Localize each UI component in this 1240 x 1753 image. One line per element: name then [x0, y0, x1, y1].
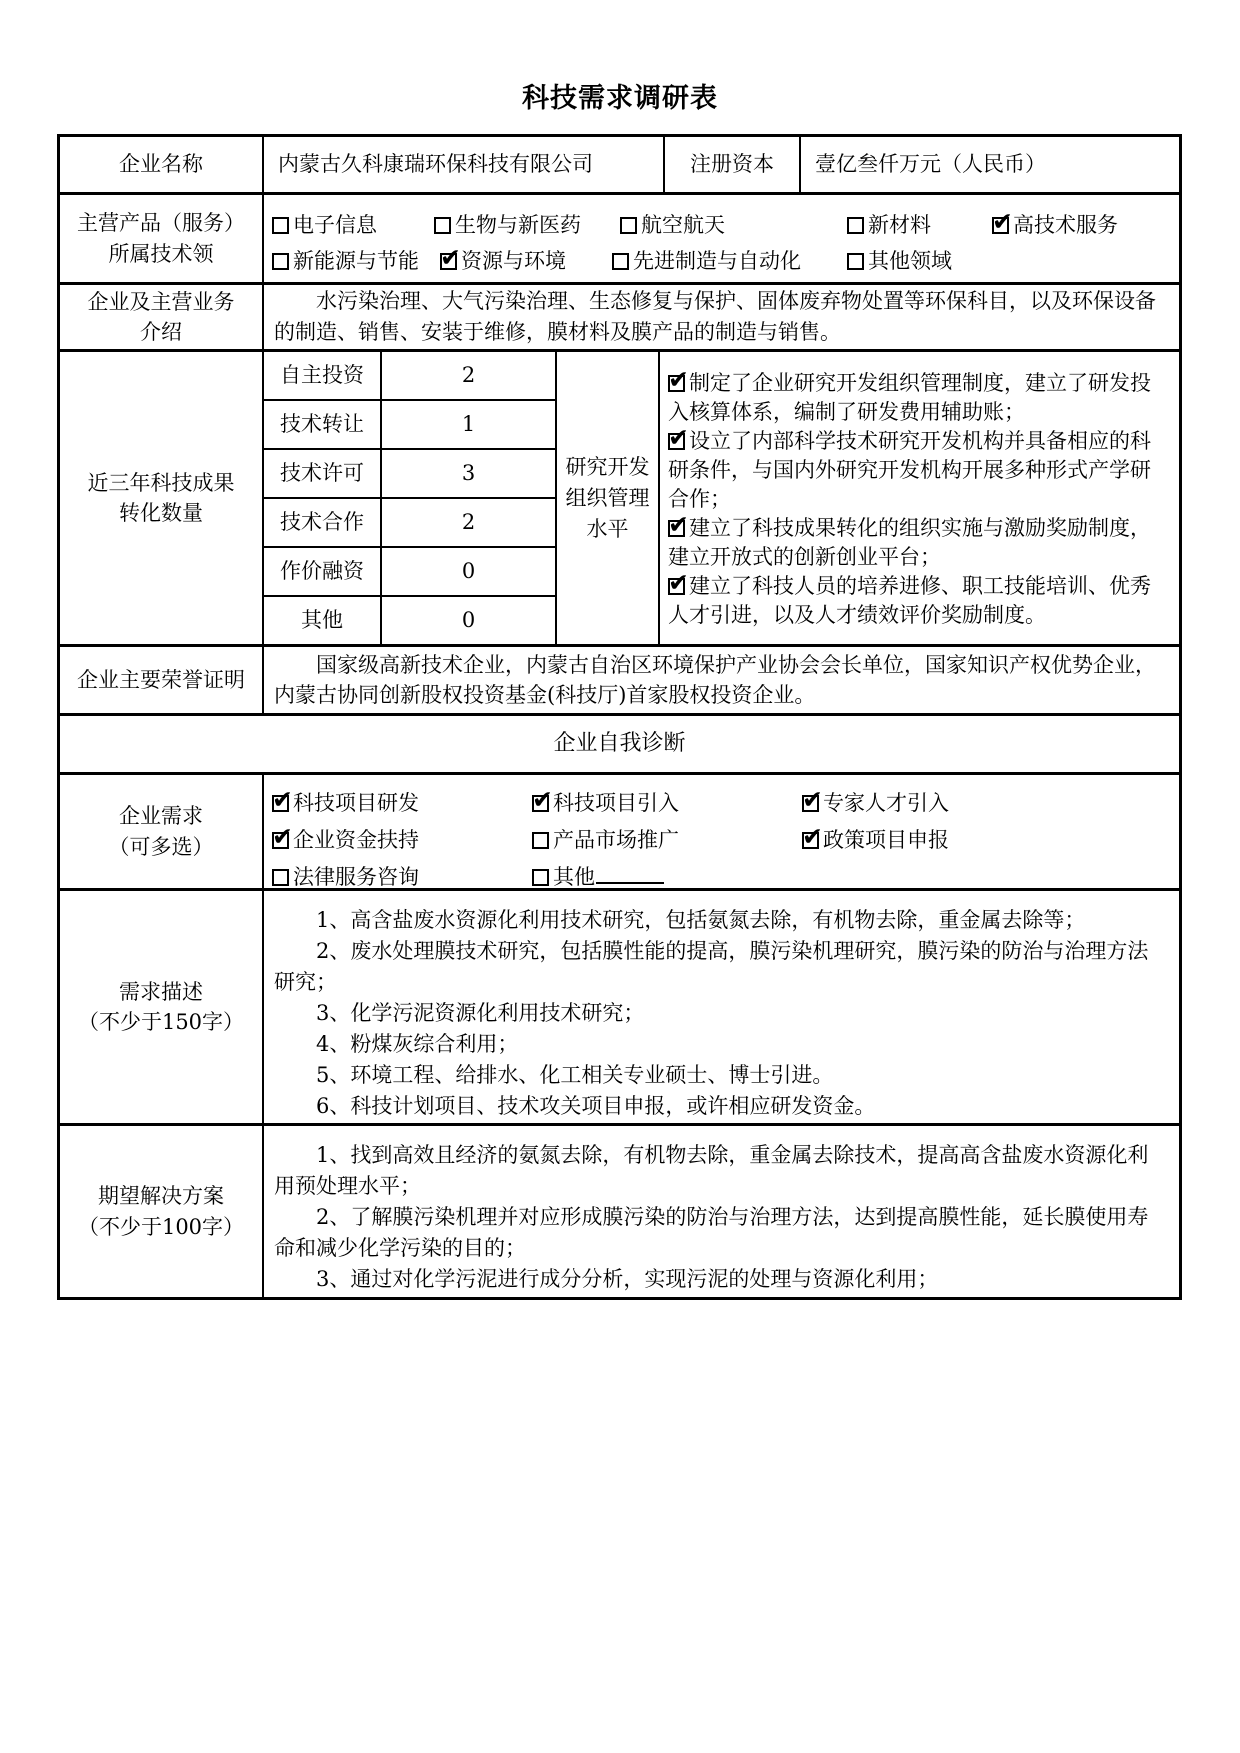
option-label: 资源与环境 — [461, 249, 566, 273]
subtable-row-label: 技术合作 — [264, 499, 382, 546]
checkbox-icon[interactable] — [272, 217, 289, 234]
other-blank-line — [596, 870, 664, 884]
option-label: 先进制造与自动化 — [633, 249, 801, 273]
registered-capital-value: 壹亿叁仟万元（人民币） — [799, 137, 1179, 192]
option-label: 电子信息 — [293, 213, 377, 237]
achievements-subtable — [262, 352, 555, 644]
checkbox-icon[interactable] — [612, 253, 629, 270]
option-label: 生物与新医药 — [455, 213, 581, 237]
expected-solution-text — [262, 1126, 1179, 1297]
option-label: 政策项目申报 — [823, 828, 949, 852]
demand-desc-row — [60, 888, 1179, 1123]
tech-field-line-2 — [272, 243, 1179, 279]
tech-field-line-1 — [272, 207, 1179, 243]
achievements-label: 近三年科技成果 转化数量 — [87, 470, 235, 525]
subtable-row-value: 0 — [461, 608, 476, 633]
company-name-value: 内蒙古久科康瑞环保科技有限公司 — [262, 137, 663, 192]
checkbox-icon[interactable] — [532, 832, 549, 849]
business-intro-label: 企业及主营业务 介绍 — [87, 289, 235, 344]
registered-capital-label: 注册资本 — [663, 137, 799, 192]
checkbox-icon[interactable] — [802, 832, 819, 849]
checkbox-icon[interactable] — [434, 217, 451, 234]
option-label: 其他 — [553, 865, 595, 889]
demand-item: 2、废水处理膜技术研究，包括膜性能的提高，膜污染机理研究，膜污染的防治与治理方法研究； — [274, 939, 1149, 994]
honors-label: 企业主要荣誉证明 — [77, 667, 245, 692]
needs-line-1 — [272, 785, 1179, 822]
option-label: 产品市场推广 — [553, 828, 679, 852]
checkbox-icon[interactable] — [847, 217, 864, 234]
rd-item: ✔制定了企业研究开发组织管理制度，建立了研发投入核算体系，编制了研发费用辅助账； — [668, 369, 1171, 427]
solution-item: 2、了解膜污染机理并对应形成膜污染的防治与治理方法，达到提高膜性能，延长膜使用寿命和减少化学污染的目的； — [274, 1205, 1149, 1260]
honors-row — [60, 644, 1179, 713]
needs-options — [262, 775, 1179, 888]
option-label: 新材料 — [868, 213, 931, 237]
needs-label: 企业需求 （可多选） — [108, 804, 214, 859]
subtable-row-value: 2 — [461, 510, 476, 535]
subtable-row-value: 3 — [461, 461, 476, 486]
tech-field-options — [262, 195, 1179, 282]
page-title: 科技需求调研表 — [522, 83, 718, 114]
expected-solution-row — [60, 1123, 1179, 1297]
option-label: 企业资金扶持 — [293, 828, 419, 852]
checkbox-icon[interactable] — [992, 217, 1009, 234]
demand-item: 6、科技计划项目、技术攻关项目申报，或许相应研发资金。 — [316, 1094, 876, 1118]
checkbox-icon[interactable] — [272, 253, 289, 270]
demand-item: 5、环境工程、给排水、化工相关专业硕士、博士引进。 — [316, 1063, 834, 1087]
subtable-row-value: 2 — [461, 363, 476, 388]
option-label: 高技术服务 — [1013, 213, 1118, 237]
demand-desc-text — [262, 891, 1179, 1123]
demand-item: 1、高含盐废水资源化利用技术研究，包括氨氮去除，有机物去除，重金属去除等； — [316, 908, 1086, 932]
option-label: 科技项目引入 — [553, 791, 679, 815]
subtable-row — [264, 352, 555, 399]
needs-row — [60, 772, 1179, 888]
option-label: 法律服务咨询 — [293, 865, 419, 889]
checkbox-icon[interactable] — [847, 253, 864, 270]
subtable-row-value: 0 — [461, 559, 476, 584]
subtable-row — [264, 448, 555, 497]
subtable-row-label: 其他 — [264, 597, 382, 644]
business-intro-row — [60, 282, 1179, 349]
subtable-row — [264, 595, 555, 644]
solution-item: 1、找到高效且经济的氨氮去除，有机物去除，重金属去除技术，提高高含盐废水资源化利用预处理水平； — [274, 1143, 1149, 1198]
achievements-row — [60, 349, 1179, 644]
rd-management-items — [658, 352, 1179, 644]
demand-desc-label: 需求描述 （不少于150字） — [77, 979, 245, 1034]
company-row — [60, 137, 1179, 192]
checkbox-icon[interactable] — [532, 795, 549, 812]
checkbox-icon[interactable] — [272, 795, 289, 812]
self-diagnosis-row — [60, 713, 1179, 772]
checkbox-icon[interactable] — [668, 520, 685, 537]
expected-solution-label: 期望解决方案 （不少于100字） — [77, 1184, 245, 1239]
subtable-row-label: 技术转让 — [264, 401, 382, 448]
subtable-row — [264, 546, 555, 595]
demand-item: 3、化学污泥资源化利用技术研究； — [316, 1001, 645, 1025]
checkbox-icon[interactable] — [668, 375, 685, 392]
company-name-label: 企业名称 — [119, 152, 203, 177]
checkbox-icon[interactable] — [802, 795, 819, 812]
business-intro-text: 水污染治理、大气污染治理、生态修复与保护、固体废弃物处置等环保科目，以及环保设备的制造、销售、安装于维修，膜材料及膜产品的制造与销售。 — [262, 285, 1179, 349]
subtable-row-value: 1 — [461, 412, 476, 437]
subtable-row — [264, 399, 555, 448]
honors-text: 国家级高新技术企业，内蒙古自治区环境保护产业协会会长单位，国家知识产权优势企业，内蒙古协同创新股权投资基金(科技厅)首家股权投资企业。 — [262, 647, 1179, 713]
solution-item: 3、通过对化学污泥进行成分分析，实现污泥的处理与资源化利用； — [316, 1267, 939, 1291]
tech-field-label: 主营产品（服务） 所属技术领 — [77, 211, 245, 266]
rd-item: ✔设立了内部科学技术研究开发机构并具备相应的科研条件，与国内外研究开发机构开展多种形式产学研合作； — [668, 427, 1171, 514]
checkbox-icon[interactable] — [440, 253, 457, 270]
option-label: 新能源与节能 — [293, 249, 419, 273]
option-label: 科技项目研发 — [293, 791, 419, 815]
rd-management-label: 研究开发 组织管理 水平 — [555, 352, 658, 644]
checkbox-icon[interactable] — [668, 578, 685, 595]
demand-item: 4、粉煤灰综合利用； — [316, 1032, 519, 1056]
rd-item: ✔建立了科技人员的培养进修、职工技能培训、优秀人才引进，以及人才绩效评价奖励制度。 — [668, 572, 1171, 630]
subtable-row-label: 自主投资 — [264, 352, 382, 399]
needs-line-2 — [272, 822, 1179, 859]
option-label: 专家人才引入 — [823, 791, 949, 815]
rd-item: ✔建立了科技成果转化的组织实施与激励奖励制度，建立开放式的创新创业平台； — [668, 514, 1171, 572]
checkbox-icon[interactable] — [620, 217, 637, 234]
subtable-row-label: 作价融资 — [264, 548, 382, 595]
option-label: 航空航天 — [641, 213, 725, 237]
checkbox-icon[interactable] — [532, 869, 549, 886]
checkbox-icon[interactable] — [272, 832, 289, 849]
checkbox-icon[interactable] — [668, 433, 685, 450]
option-label: 其他领域 — [868, 249, 952, 273]
subtable-row — [264, 497, 555, 546]
self-diagnosis-header: 企业自我诊断 — [553, 731, 686, 757]
tech-field-row — [60, 192, 1179, 282]
subtable-row-label: 技术许可 — [264, 450, 382, 497]
checkbox-icon[interactable] — [272, 869, 289, 886]
survey-table — [57, 134, 1182, 1300]
